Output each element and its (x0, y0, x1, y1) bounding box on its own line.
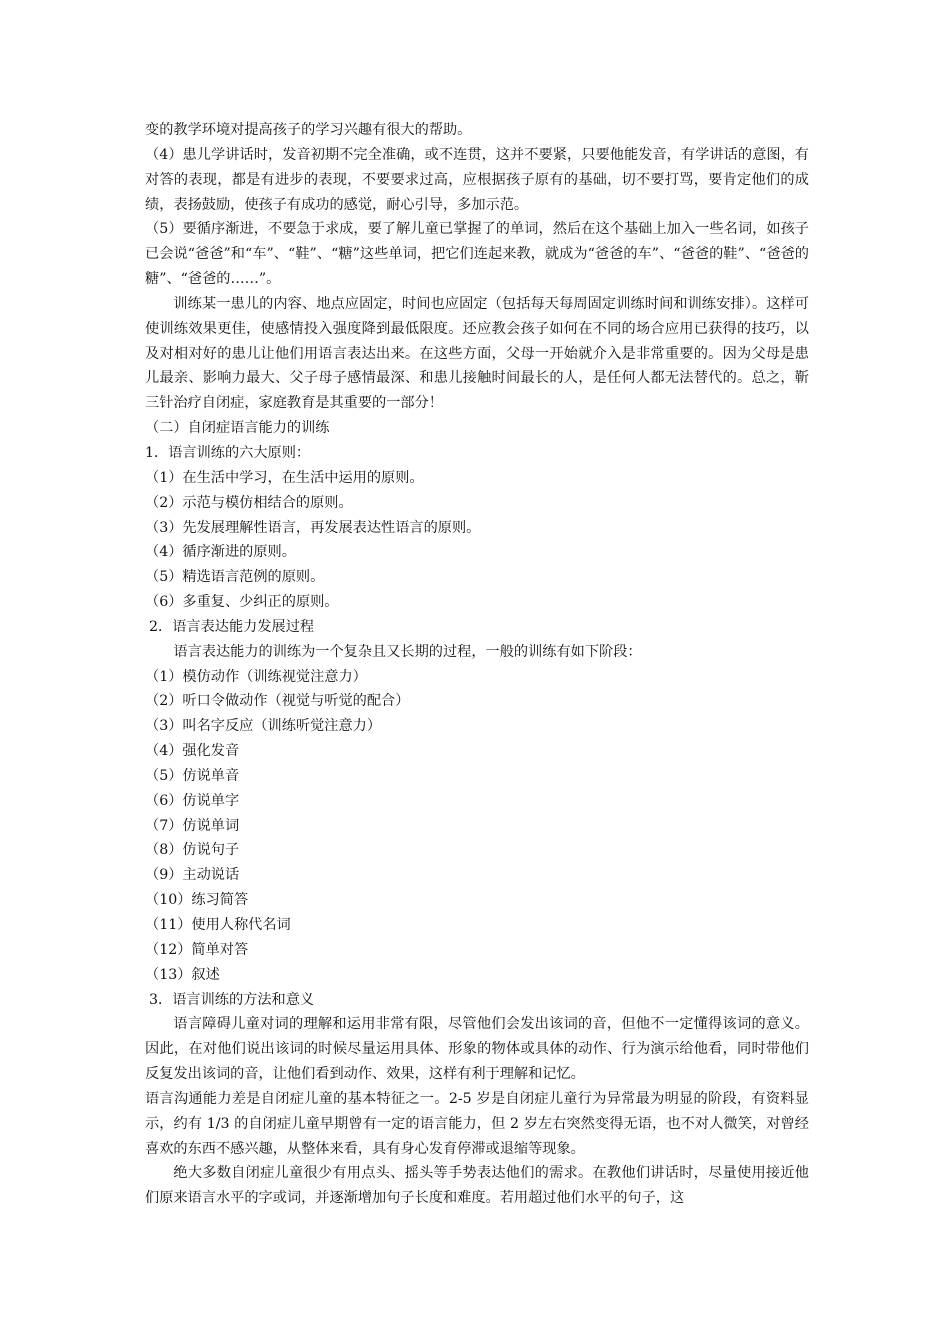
subheading-expression-development: 2．语言表达能力发展过程 (149, 618, 315, 635)
list-item: （9）主动说话 (145, 867, 240, 884)
list-item: （5）精选语言范例的原则。 (145, 569, 325, 586)
list-item: （10）练习简答 (145, 892, 249, 909)
list-item: （8）仿说句子 (145, 842, 240, 859)
list-item: （12）简单对答 (145, 941, 249, 958)
paragraph-expression-intro: 语言表达能力的训练为一个复杂且又长期的过程，一般的训练有如下阶段： (173, 643, 642, 660)
list-item: （11）使用人称代名词 (145, 917, 291, 933)
document-page (145, 118, 809, 1211)
subheading-six-principles: 1．语言训练的六大原则： (145, 444, 311, 461)
paragraph-item-4: （4）患儿学讲话时，发音初期不完全准确，或不连贯，这并不要紧，只要他能发音，有学讲话的意图，有对答的表现，都是有进步的表现，不要要求过高，应根据孩子原有的基础，切不要打骂，要肯定他们的成绩，表扬鼓励，使孩子有成功的感觉，耐心引导，多加示范。 (145, 146, 809, 213)
list-item: （7）仿说单词 (145, 817, 240, 834)
paragraph-gesture-needs: 绝大多数自闭症儿童很少有用点头、摇头等手势表达他们的需求。在教他们讲话时，尽量使用接近他们原来语言水平的字或词，并逐渐增加句子长度和难度。若用超过他们水平的句子，这 (145, 1165, 809, 1207)
list-item: （1）在生活中学习，在生活中运用的原则。 (145, 469, 424, 486)
list-item: （1）模仿动作（训练视觉注意力） (145, 668, 367, 685)
list-item: （6）仿说单字 (145, 792, 240, 809)
list-item: （3）叫名字反应（训练听觉注意力） (145, 718, 382, 735)
paragraph-word-understanding: 语言障碍儿童对词的理解和运用非常有限，尽管他们会发出该词的音，但他不一定懂得该词的意义。因此，在对他们说出该词的时候尽量运用具体、形象的物体或具体的动作、行为演示给他看，同时带他们反复发出该词的音，让他们看到动作、效果，这样有利于理解和记忆。 (145, 1016, 809, 1083)
paragraph-communication-deficit: 语言沟通能力差是自闭症儿童的基本特征之一。2-5 岁是自闭症儿童行为异常最为明显的阶段，有资料显示，约有 1/3 的自闭症儿童早期曾有一定的语言能力，但 2 岁左右突然变得无语，也不对人微笑，对曾经喜欢的东西不感兴趣，从整体来看，具有身心发育停滞或退缩等现象。 (145, 1090, 809, 1157)
list-item: （2）示范与模仿相结合的原则。 (145, 494, 353, 511)
list-item: （6）多重复、少纠正的原则。 (145, 594, 339, 611)
list-item: （5）仿说单音 (145, 767, 240, 784)
list-item: （3）先发展理解性语言，再发展表达性语言的原则。 (145, 519, 481, 536)
list-item: （2）听口令做动作（视觉与听觉的配合） (145, 693, 410, 710)
paragraph-continuation: 变的教学环境对提高孩子的学习兴趣有很大的帮助。 (145, 122, 472, 138)
section-heading-language-training: （二）自闭症语言能力的训练 (145, 420, 330, 437)
paragraph-item-5: （5）要循序渐进，不要急于求成，要了解儿童已掌握了的单词，然后在这个基础上加入一些名词，如孩子已会说“爸爸”和“车”、“鞋”、“糖”这些单词，把它们连起来教，就成为“爸爸的车”、“爸爸的鞋”、“爸爸的糖”、“爸爸的……”。 (145, 221, 809, 288)
list-item: （4）强化发音 (145, 743, 240, 760)
list-item: （13）叙述 (145, 966, 220, 983)
paragraph-family-training: 训练某一患儿的内容、地点应固定，时间也应固定（包括每天每周固定训练时间和训练安排）。这样可使训练效果更佳，使感情投入强度降到最低限度。还应教会孩子如何在不同的场合应用已获得的技巧，以及对相对好的患儿让他们用语言表达出来。在这些方面，父母一开始就介入是非常重要的。因为父母是患儿最亲、影响力最大、父子母子感情最深、和患儿接触时间最长的人，是任何人都无法替代的。总之，靳三针治疗自闭症，家庭教育是其重要的一部分！ (145, 295, 809, 412)
subheading-training-methods: 3．语言训练的方法和意义 (149, 991, 315, 1008)
list-item: （4）循序渐进的原则。 (145, 544, 296, 561)
